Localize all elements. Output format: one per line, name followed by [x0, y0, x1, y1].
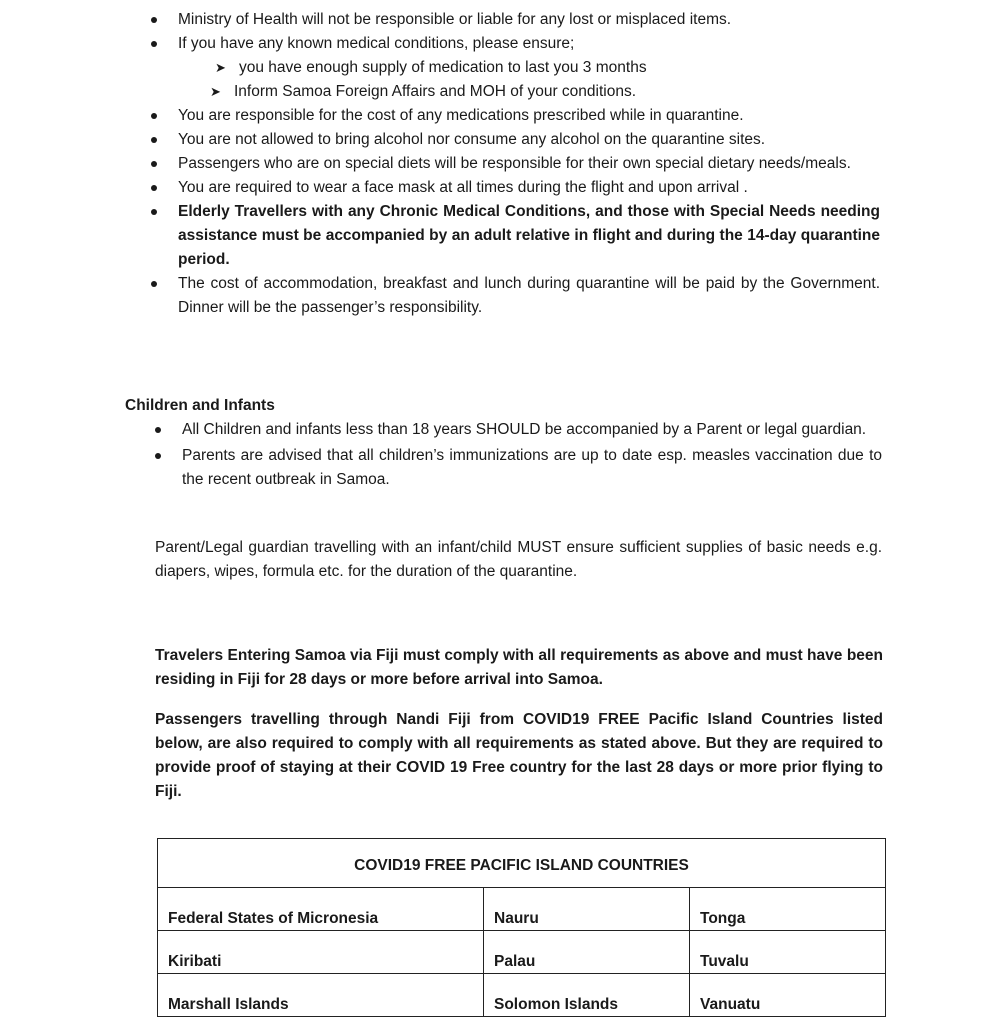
list-item-text: All Children and infants less than 18 years SHOULD be accompanied by a Parent or legal guardian.: [182, 421, 867, 438]
table-cell: Palau: [484, 931, 690, 974]
table-row: [158, 974, 886, 1017]
list-item: [182, 418, 882, 442]
arrow-bullet-icon: ➤: [210, 84, 221, 99]
table-cell: Solomon Islands: [484, 974, 690, 1017]
covid-free-countries-table: [157, 838, 886, 1017]
list-item-text: You are required to wear a face mask at all times during the flight and upon arrival .: [178, 179, 748, 196]
table-title: COVID19 FREE PACIFIC ISLAND COUNTRIES: [158, 839, 886, 888]
guardian-note: Parent/Legal guardian travelling with an infant/child MUST ensure sufficient supplies of basic needs e.g. diapers, wipes, formula etc. for the duration of the quarantine.: [155, 539, 882, 580]
table-cell: Tuvalu: [690, 931, 886, 974]
list-item: [178, 104, 880, 128]
list-item: [178, 200, 880, 272]
children-infants-heading: Children and Infants: [125, 397, 275, 414]
list-item-text: Parents are advised that all children’s immunizations are up to date esp. measles vaccination due to the recent outbreak in Samoa.: [182, 447, 882, 488]
table-cell: Federal States of Micronesia: [158, 888, 484, 931]
sub-list-item-text: you have enough supply of medication to last you 3 months: [239, 59, 647, 76]
table-cell: Marshall Islands: [158, 974, 484, 1017]
list-item: [178, 128, 880, 152]
medical-conditions-sublist: [178, 56, 880, 104]
table-cell: Vanuatu: [690, 974, 886, 1017]
list-item: [178, 272, 880, 320]
table-cell: Kiribati: [158, 931, 484, 974]
list-item: [178, 152, 880, 176]
sub-list-item: [178, 56, 880, 80]
table-row: [158, 931, 886, 974]
list-item: [178, 8, 880, 32]
table-cell: Nauru: [484, 888, 690, 931]
table-row: [158, 888, 886, 931]
children-list: [182, 418, 882, 494]
sub-list-item-text: Inform Samoa Foreign Affairs and MOH of your conditions.: [234, 83, 637, 100]
fiji-entry-note: Travelers Entering Samoa via Fiji must comply with all requirements as above and must have been residing in Fiji for 28 days or more before arrival into Samoa.: [155, 647, 883, 688]
list-item-text: You are not allowed to bring alcohol nor consume any alcohol on the quarantine sites.: [178, 131, 766, 148]
list-item-text: Passengers who are on special diets will be responsible for their own special dietary needs/meals.: [178, 155, 851, 172]
sub-list-item: [178, 80, 880, 104]
list-item-text: If you have any known medical conditions, please ensure;: [178, 35, 575, 52]
list-item-text: You are responsible for the cost of any medications prescribed while in quarantine.: [178, 107, 744, 124]
table-cell: Tonga: [690, 888, 886, 931]
list-item-text: The cost of accommodation, breakfast and lunch during quarantine will be paid by the Government. Dinner will be the passenger’s responsibility.: [178, 275, 880, 316]
arrow-bullet-icon: ➤: [215, 60, 226, 75]
list-item-text: Elderly Travellers with any Chronic Medical Conditions, and those with Special Needs needing assistance must be accompanied by an adult relative in flight and during the 14-day quarantine period.: [178, 203, 880, 268]
list-item-text: Ministry of Health will not be responsible or liable for any lost or misplaced items.: [178, 11, 732, 28]
list-item: [182, 444, 882, 492]
list-item: [178, 176, 880, 200]
list-item: [178, 32, 880, 104]
table-header-row: [158, 839, 886, 888]
nandi-transit-note: Passengers travelling through Nandi Fiji from COVID19 FREE Pacific Island Countries listed below, are also required to comply with all requirements as stated above. But they are required to provide proof of staying at their COVID 19 Free country for the last 28 days or more prior flying to Fiji.: [155, 711, 883, 800]
requirements-list: [178, 8, 880, 320]
